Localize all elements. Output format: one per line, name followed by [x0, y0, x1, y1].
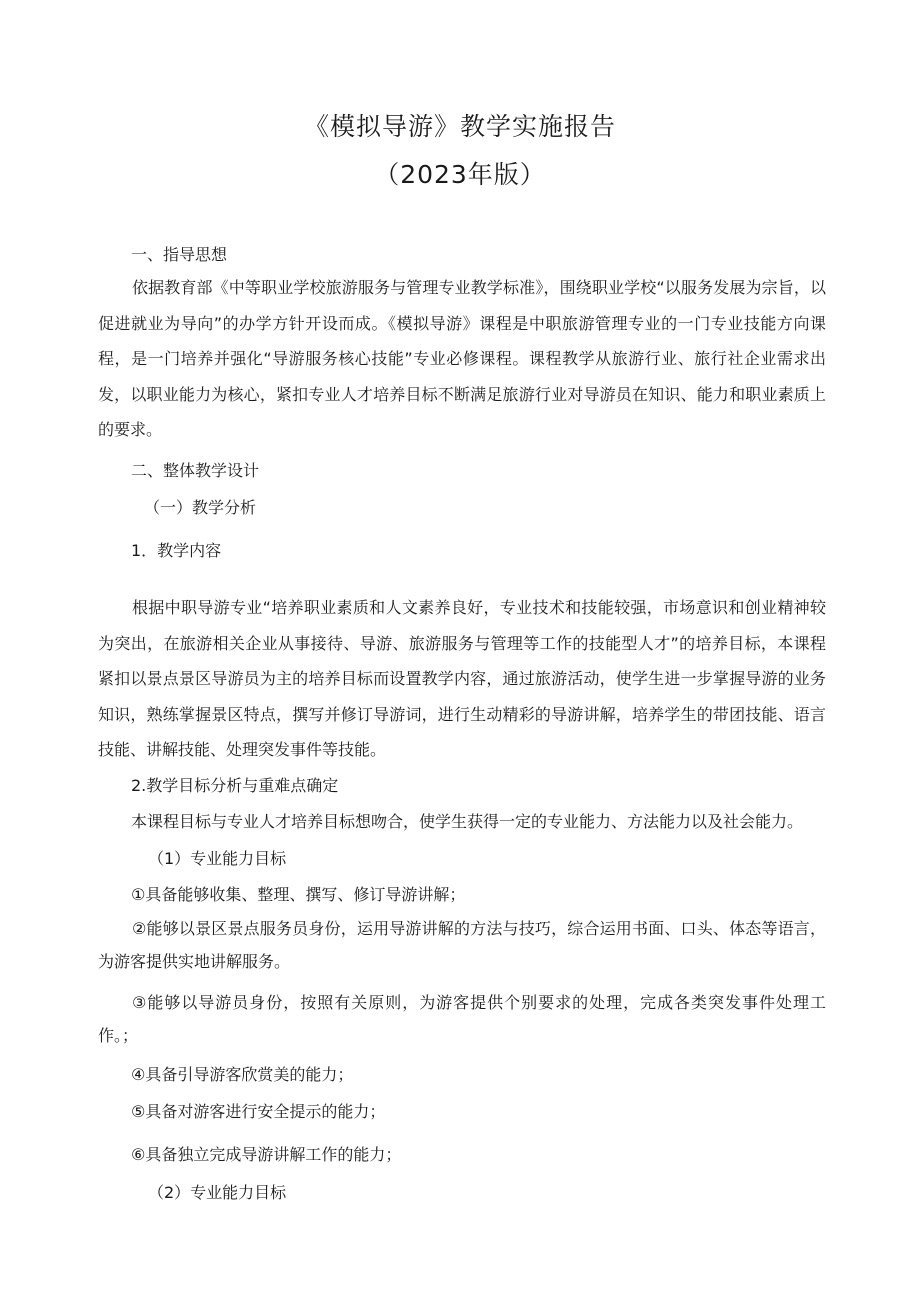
item2-paragraph: 本课程目标与专业人才培养目标想吻合，使学生获得一定的专业能力、方法能力以及社会能力。 — [131, 812, 804, 831]
section2-heading: 二、整体教学设计 — [131, 461, 260, 480]
subsection1-heading: （一）教学分析 — [144, 498, 257, 517]
document-subtitle: （2023年版） — [374, 160, 546, 189]
section1-paragraph: 依据教育部《中等职业学校旅游服务与管理专业教学标准》，围绕职业学校“以服务发展为宗旨，以促进就业为导向”的办学方针开设而成。《模拟导游》课程是中职旅游管理专业的一门专业技能方向课程，是一门培养并强化“导游服务核心技能”专业必修课程。课程教学从旅游行业、旅行社企业需求出发，以职业能力为核心，紧扣专业人才培养目标不断满足旅游行业对导游员在知识、能力和职业素质上的要求。 — [98, 278, 826, 439]
goal1-item-4: ④具备引导游客欣赏美的能力； — [131, 1065, 354, 1084]
goal1-item-2: ②能够以景区景点服务员身份，运用导游讲解的方法与技巧，综合运用书面、口头、体态等语言，为游客提供实地讲解服务。 — [98, 919, 826, 971]
item2-heading: 2.教学目标分析与重难点确定 — [131, 776, 339, 795]
item1-heading: 1．教学内容 — [131, 541, 222, 560]
goal1-heading: （1）专业能力目标 — [148, 849, 287, 868]
goal2-heading: （2）专业能力目标 — [148, 1183, 287, 1202]
goal1-item-3: ③能够以导游员身份，按照有关原则，为游客提供个别要求的处理，完成各类突发事件处理工作。； — [98, 993, 826, 1045]
goal1-item-5: ⑤具备对游客进行安全提示的能力； — [131, 1102, 386, 1121]
document-title: 《模拟导游》教学实施报告 — [303, 112, 616, 141]
section1-heading: 一、指导思想 — [131, 245, 228, 264]
item1-paragraph: 根据中职导游专业“培养职业素质和人文素养良好，专业技术和技能较强，市场意识和创业精神较为突出，在旅游相关企业从事接待、导游、旅游服务与管理等工作的技能型人才”的培养目标，本课程紧扣以景点景区导游员为主的培养目标而设置教学内容，通过旅游活动，使学生进一步掌握导游的业务知识，熟练掌握景区特点，撰写并修订导游词，进行生动精彩的导游讲解，培养学生的带团技能、语言技能、讲解技能、处理突发事件等技能。 — [98, 598, 826, 759]
goal1-item-1: ①具备能够收集、整理、撰写、修订导游讲解； — [131, 885, 466, 904]
goal1-item-6: ⑥具备独立完成导游讲解工作的能力； — [131, 1145, 402, 1164]
